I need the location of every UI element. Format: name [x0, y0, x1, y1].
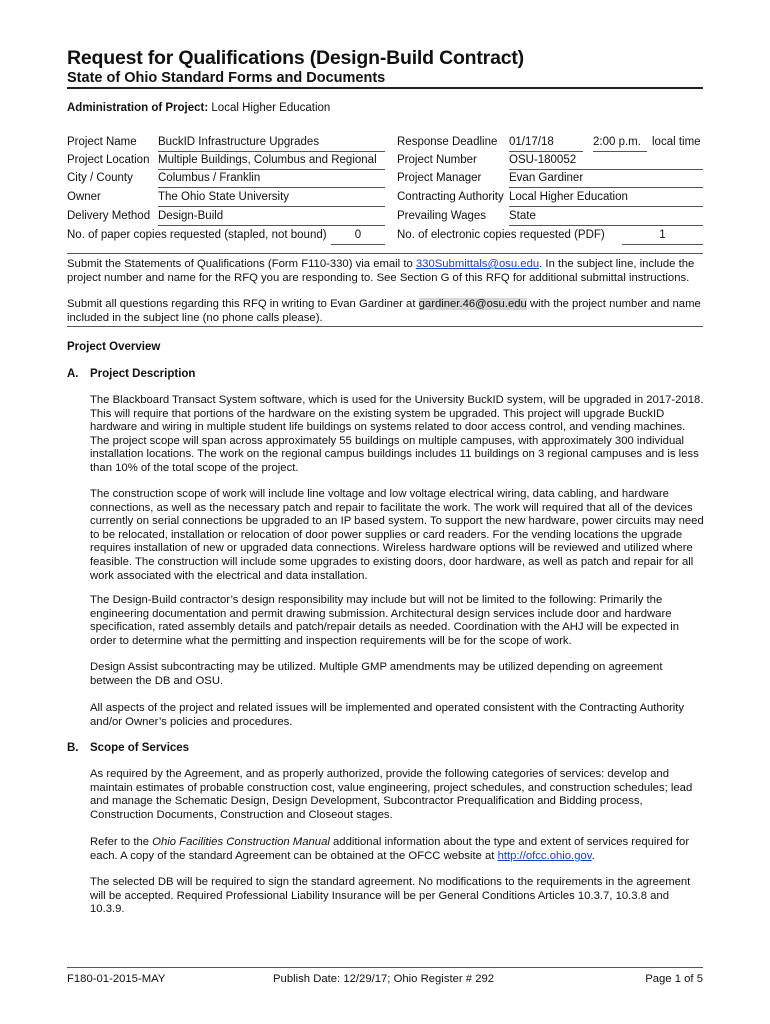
submittals-email-link[interactable]: 330Submittals@osu.edu — [415, 258, 540, 270]
scope-paragraph-2 — [90, 836, 705, 863]
scope-paragraph-1: As required by the Agreement, and as properly authorized, provide the following categories of services: develop and maintain estimates of probable construction cost, value engineering, project schedules, and construction schedules; lead and manage the Schematic Design, Design Development, Subcontractor Prequalification and Bidding process, Construction Documents, Construction and Closeout stages. — [90, 768, 693, 821]
description-paragraph-2: The construction scope of work will include line voltage and low voltage electrical wiring, data cabling, and hardware connections, as well as the necessary patch and repair to facilitate the work. The work will required that all of the devices currently on serial connections be upgraded to an IP based system. To support the new hardware, power circuits may need to be relocated, installation or relocation of door power supplies or card readers. For the vending locations the upgrade requires installation of new or upgraded data connections. Wireless hardware options will be reviewed and utilized where feasible. The construction will include some upgrades to existing doors, door hardware, as well as patch and repair for all work associated with the electrical and data installation. — [90, 488, 704, 582]
project-name-label: Project Name — [67, 136, 137, 148]
response-deadline-time-field: 2:00 p.m. — [593, 136, 647, 152]
submittal-text: Submit the Statements of Qualifications (Form F110-330) via email to — [67, 258, 416, 270]
submittal-text-cont: . In the subject line, include the project number and name for the RFQ you are responding to. See Section G of this RFQ for additional submittal instructions. — [67, 258, 695, 284]
questions-instructions — [67, 298, 703, 325]
description-paragraph-1: The Blackboard Transact System software, which is used for the University BuckID system, will be upgraded in 2017-2018. This will require that portions of the hardware on the existing system be upgraded. This project will upgrade BuckID hardware and wiring in multiple student life buildings on systems related to door access control, and vending machines. The project scope will span across approximately 55 buildings on multiple campuses, with approximately 300 individual installation locations. The work on the regional campus buildings includes 11 buildings on 3 regional campuses and is less than 10% of the total scope of the project. — [90, 394, 704, 474]
owner-label: Owner — [67, 191, 101, 203]
fields-divider — [67, 253, 703, 254]
owner-field: The Ohio State University — [158, 191, 385, 207]
questions-text: Submit all questions regarding this RFQ in writing to Evan Gardiner at — [67, 298, 419, 310]
submittal-instructions — [67, 258, 703, 285]
paper-copies-label: No. of paper copies requested (stapled, not bound) — [67, 229, 327, 241]
response-deadline-label: Response Deadline — [397, 136, 498, 148]
city-county-field: Columbus / Franklin — [158, 172, 385, 188]
manual-title: Ohio Facilities Construction Manual — [152, 836, 330, 848]
response-deadline-date-field: 01/17/18 — [509, 136, 583, 152]
project-manager-label: Project Manager — [397, 172, 482, 184]
publish-date: Publish Date: 12/29/17; Ohio Register # 292 — [273, 973, 495, 985]
prevailing-wages-label: Prevailing Wages — [397, 210, 487, 222]
section-b-heading: Scope of Services — [90, 742, 190, 754]
administration-label: Administration of Project: — [67, 102, 209, 114]
delivery-method-label: Delivery Method — [67, 210, 151, 222]
document-title: Request for Qualifications (Design-Build Contract) — [67, 47, 524, 69]
project-location-field: Multiple Buildings, Columbus and Regional — [158, 154, 385, 170]
project-number-label: Project Number — [397, 154, 477, 166]
section-a-heading: Project Description — [90, 368, 196, 380]
document-subtitle: State of Ohio Standard Forms and Documents — [67, 70, 386, 86]
administration-line — [67, 102, 330, 114]
delivery-method-field: Design-Build — [158, 210, 385, 226]
local-time-label: local time — [652, 136, 701, 148]
electronic-copies-label: No. of electronic copies requested (PDF) — [397, 229, 605, 241]
instructions-divider — [67, 326, 703, 327]
city-county-label: City / County — [67, 172, 133, 184]
ofcc-website-link[interactable]: http://ofcc.ohio.gov — [497, 849, 592, 862]
section-a-letter: A. — [67, 368, 79, 380]
scope-text-end: . — [591, 849, 595, 862]
paper-copies-field: 0 — [331, 229, 385, 245]
page-number: Page 1 of 5 — [645, 973, 703, 985]
project-name-field: BuckID Infrastructure Upgrades — [158, 136, 385, 152]
project-location-label: Project Location — [67, 154, 150, 166]
project-manager-field: Evan Gardiner — [509, 172, 703, 188]
administration-value: Local Higher Education — [211, 102, 331, 114]
scope-text-cont: additional information about the type and extent of services required for each. A copy of the standard Agreement can be obtained at the OFCC website at — [90, 836, 690, 862]
pm-email[interactable]: gardiner.46@osu.edu — [418, 298, 527, 310]
description-paragraph-5: All aspects of the project and related issues will be implemented and operated consistent with the Contracting Authority and/or Owner’s policies and procedures. — [90, 702, 685, 728]
title-divider — [67, 87, 703, 89]
form-id: F180-01-2015-MAY — [67, 973, 166, 985]
electronic-copies-field: 1 — [622, 229, 703, 245]
scope-paragraph-3: The selected DB will be required to sign the standard agreement. No modifications to the requirements in the agreement will be accepted. Required Professional Liability Insurance will be per General Conditions Articles 10.3.7, 10.3.8 and 10.3.9. — [90, 876, 691, 916]
description-paragraph-4: Design Assist subcontracting may be utilized. Multiple GMP amendments may be utilized depending on agreement between the DB and OSU. — [90, 661, 663, 687]
questions-text-cont: with the project number and name included in the subject line (no phone calls please). — [67, 298, 701, 324]
prevailing-wages-field: State — [509, 210, 703, 226]
contracting-authority-label: Contracting Authority — [397, 191, 504, 203]
description-paragraph-3: The Design-Build contractor’s design responsibility may include but will not be limited to the following: Primarily the engineering documentation and permit drawing submission. Architectural design services include door and hardware specification, rated assembly details and patch/repair details as needed. Coordination with the AHJ will be expected in order to determine what the permitting and inspection requirements will be for the scope of work. — [90, 594, 680, 647]
contracting-authority-field: Local Higher Education — [509, 191, 703, 207]
footer-divider — [67, 967, 703, 968]
section-b-letter: B. — [67, 742, 79, 754]
scope-text: Refer to the — [90, 836, 153, 848]
project-number-field: OSU-180052 — [509, 154, 703, 170]
project-overview-heading: Project Overview — [67, 341, 161, 353]
